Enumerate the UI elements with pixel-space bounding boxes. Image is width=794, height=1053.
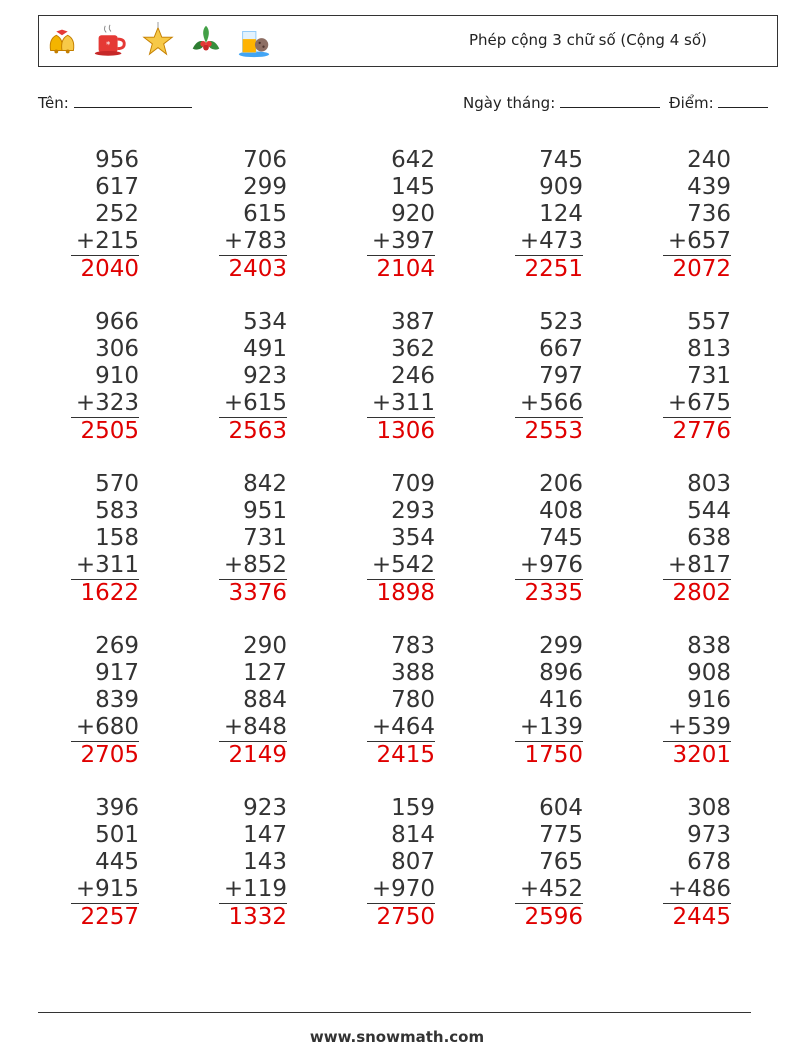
addend: 615: [243, 201, 287, 227]
addend: 667: [539, 336, 583, 362]
answer: 1622: [80, 580, 139, 606]
addend: 408: [539, 498, 583, 524]
answer: 2505: [80, 418, 139, 444]
addend: 439: [687, 174, 731, 200]
addend: 145: [391, 174, 435, 200]
addend: 951: [243, 498, 287, 524]
problem: [177, 309, 287, 445]
addend: 387: [391, 309, 435, 335]
addend: 158: [95, 525, 139, 551]
problem: [621, 633, 731, 769]
answer: 2563: [228, 418, 287, 444]
addend: 557: [687, 309, 731, 335]
addend: 206: [539, 471, 583, 497]
problem: [621, 795, 731, 931]
problem: [621, 147, 731, 283]
date-field: [463, 93, 660, 112]
problem: [29, 633, 139, 769]
svg-text:*: *: [105, 40, 111, 51]
worksheet-title: Phép cộng 3 chữ số (Cộng 4 số): [469, 31, 707, 49]
answer: 1332: [228, 904, 287, 930]
addend: 731: [687, 363, 731, 389]
answer: 2335: [524, 580, 583, 606]
star-icon: [139, 22, 177, 60]
answer: 2072: [672, 256, 731, 282]
addend: 916: [687, 687, 731, 713]
addend: 910: [95, 363, 139, 389]
footer-site: www.snowmath.com: [309, 1028, 485, 1046]
addend: 124: [539, 201, 583, 227]
problem: [29, 147, 139, 283]
addend: 396: [95, 795, 139, 821]
problem: [473, 795, 583, 931]
addend-with-plus: +215: [71, 228, 139, 256]
addend: 884: [243, 687, 287, 713]
addend: 678: [687, 849, 731, 875]
addend: 706: [243, 147, 287, 173]
addend: 501: [95, 822, 139, 848]
addend-with-plus: +464: [367, 714, 435, 742]
problem: [325, 633, 435, 769]
addend: 736: [687, 201, 731, 227]
problem: [177, 147, 287, 283]
answer: 2403: [228, 256, 287, 282]
problem: [325, 309, 435, 445]
addend: 923: [243, 363, 287, 389]
problem: [621, 309, 731, 445]
answer: 2257: [80, 904, 139, 930]
milk-cookie-icon: [235, 22, 273, 60]
problem: [325, 147, 435, 283]
score-field: [669, 93, 768, 112]
addend: 604: [539, 795, 583, 821]
answer: 2802: [672, 580, 731, 606]
name-field: [38, 93, 192, 112]
addend: 797: [539, 363, 583, 389]
addend: 534: [243, 309, 287, 335]
addend-with-plus: +139: [515, 714, 583, 742]
addend: 308: [687, 795, 731, 821]
addend-with-plus: +915: [71, 876, 139, 904]
problem: [473, 147, 583, 283]
problem: [177, 471, 287, 607]
addend: 803: [687, 471, 731, 497]
addend: 583: [95, 498, 139, 524]
addend: 523: [539, 309, 583, 335]
addend: 745: [539, 525, 583, 551]
addend: 783: [391, 633, 435, 659]
addend: 293: [391, 498, 435, 524]
answer: 1750: [524, 742, 583, 768]
addend-with-plus: +675: [663, 390, 731, 418]
addend: 299: [243, 174, 287, 200]
date-blank: [560, 93, 660, 108]
score-blank: [718, 93, 768, 108]
addend-with-plus: +473: [515, 228, 583, 256]
problem: [325, 795, 435, 931]
addend: 807: [391, 849, 435, 875]
addend-with-plus: +486: [663, 876, 731, 904]
addend: 388: [391, 660, 435, 686]
addend-with-plus: +397: [367, 228, 435, 256]
addend: 917: [95, 660, 139, 686]
answer: 2776: [672, 418, 731, 444]
addend: 147: [243, 822, 287, 848]
addend: 246: [391, 363, 435, 389]
addend: 617: [95, 174, 139, 200]
addend-with-plus: +323: [71, 390, 139, 418]
footer-divider: [38, 1012, 751, 1013]
problem: [621, 471, 731, 607]
addend: 354: [391, 525, 435, 551]
mug-icon: [91, 22, 129, 60]
problem: [29, 309, 139, 445]
header-icons: [43, 22, 273, 60]
answer: 2553: [524, 418, 583, 444]
addend: 491: [243, 336, 287, 362]
addend-with-plus: +848: [219, 714, 287, 742]
addend-with-plus: +119: [219, 876, 287, 904]
answer: 1898: [376, 580, 435, 606]
answer: 2445: [672, 904, 731, 930]
addend: 956: [95, 147, 139, 173]
addend: 127: [243, 660, 287, 686]
addend: 709: [391, 471, 435, 497]
addend: 416: [539, 687, 583, 713]
answer: 2149: [228, 742, 287, 768]
answer: 2040: [80, 256, 139, 282]
addend: 240: [687, 147, 731, 173]
addend-with-plus: +852: [219, 552, 287, 580]
addend-with-plus: +680: [71, 714, 139, 742]
score-label: Điểm:: [669, 94, 714, 112]
addend: 780: [391, 687, 435, 713]
problem: [29, 795, 139, 931]
addend: 159: [391, 795, 435, 821]
addend: 745: [539, 147, 583, 173]
addend: 838: [687, 633, 731, 659]
addend: 923: [243, 795, 287, 821]
addend: 775: [539, 822, 583, 848]
addend-with-plus: +970: [367, 876, 435, 904]
addend: 306: [95, 336, 139, 362]
addend: 731: [243, 525, 287, 551]
header-box: [38, 15, 778, 67]
addend: 299: [539, 633, 583, 659]
addend-with-plus: +657: [663, 228, 731, 256]
addend: 290: [243, 633, 287, 659]
problem: [473, 633, 583, 769]
answer: 2705: [80, 742, 139, 768]
addend-with-plus: +539: [663, 714, 731, 742]
answer: 3376: [228, 580, 287, 606]
problem: [473, 471, 583, 607]
addend-with-plus: +817: [663, 552, 731, 580]
addend: 143: [243, 849, 287, 875]
addend: 269: [95, 633, 139, 659]
addend: 973: [687, 822, 731, 848]
addend: 842: [243, 471, 287, 497]
addend: 362: [391, 336, 435, 362]
addend: 570: [95, 471, 139, 497]
addend-with-plus: +311: [367, 390, 435, 418]
addend: 252: [95, 201, 139, 227]
addend: 765: [539, 849, 583, 875]
problem: [325, 471, 435, 607]
addend-with-plus: +615: [219, 390, 287, 418]
problem: [177, 795, 287, 931]
answer: 2596: [524, 904, 583, 930]
addend-with-plus: +783: [219, 228, 287, 256]
addend: 814: [391, 822, 435, 848]
addend: 966: [95, 309, 139, 335]
addend-with-plus: +311: [71, 552, 139, 580]
addend: 642: [391, 147, 435, 173]
holly-icon: [187, 22, 225, 60]
addend-with-plus: +452: [515, 876, 583, 904]
addend: 896: [539, 660, 583, 686]
addend: 813: [687, 336, 731, 362]
name-label: Tên:: [38, 94, 69, 112]
addend-with-plus: +976: [515, 552, 583, 580]
addend: 638: [687, 525, 731, 551]
problem: [29, 471, 139, 607]
date-label: Ngày tháng:: [463, 94, 556, 112]
answer: 2104: [376, 256, 435, 282]
addend-with-plus: +566: [515, 390, 583, 418]
answer: 2750: [376, 904, 435, 930]
answer: 2415: [376, 742, 435, 768]
addend: 908: [687, 660, 731, 686]
addend: 920: [391, 201, 435, 227]
addend-with-plus: +542: [367, 552, 435, 580]
answer: 3201: [672, 742, 731, 768]
bells-icon: [43, 22, 81, 60]
problem: [473, 309, 583, 445]
name-blank: [74, 93, 192, 108]
addend: 445: [95, 849, 139, 875]
addend: 909: [539, 174, 583, 200]
problem: [177, 633, 287, 769]
answer: 2251: [524, 256, 583, 282]
addend: 839: [95, 687, 139, 713]
answer: 1306: [376, 418, 435, 444]
addend: 544: [687, 498, 731, 524]
